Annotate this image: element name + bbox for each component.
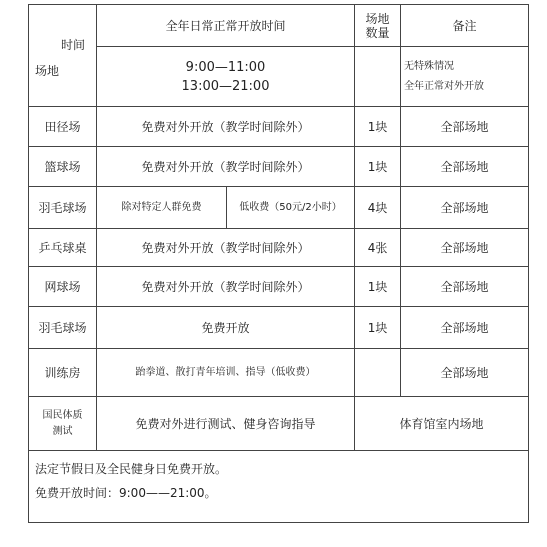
note-line1: 法定节假日及全民健身日免费开放。 [35, 462, 228, 476]
venue-remark: 全部场地 [401, 349, 529, 397]
venue-name: 网球场 [29, 267, 97, 307]
hours-remark-line1: 无特殊情况 [404, 60, 455, 72]
table-row [29, 397, 529, 451]
table-row [29, 187, 529, 229]
venue-remark: 全部场地 [401, 229, 529, 267]
opening-info: 免费对外开放（教学时间除外） [97, 267, 355, 307]
hours-remark-line2: 全年正常对外开放 [404, 80, 485, 92]
opening-info: 免费开放 [97, 307, 355, 349]
venue-count: 1块 [355, 107, 401, 147]
notes-row [29, 451, 529, 523]
venue-count: 1块 [355, 307, 401, 349]
opening-info: 免费对外进行测试、健身咨询指导 [97, 397, 355, 451]
table-row [29, 349, 529, 397]
venue-name: 国民体质测试 [29, 397, 97, 451]
table-row [29, 107, 529, 147]
venue-count: 1块 [355, 267, 401, 307]
remarks-header: 备注 [401, 5, 529, 47]
venue-remark: 全部场地 [401, 187, 529, 229]
opening-info: 跆拳道、散打青年培训、指导（低收费） [97, 349, 355, 397]
venue-name: 篮球场 [29, 147, 97, 187]
venue-count: 4张 [355, 229, 401, 267]
table-row [29, 147, 529, 187]
venue-name: 训练房 [29, 349, 97, 397]
morning-hours: 9:00—11:00 [185, 59, 266, 75]
afternoon-hours: 13:00—21:00 [181, 78, 270, 94]
venue-remark: 体育馆室内场地 [355, 397, 529, 451]
daily-hours-cell [97, 47, 355, 107]
opening-info: 免费对外开放（教学时间除外） [97, 147, 355, 187]
venue-schedule-table [28, 4, 529, 523]
venue-name: 羽毛球场 [29, 187, 97, 229]
table-row [29, 307, 529, 349]
opening-free-info: 除对特定人群免费 [97, 187, 227, 229]
table-header-row [29, 5, 529, 47]
venue-remark: 全部场地 [401, 307, 529, 349]
note-line2: 免费开放时间：9:00——21:00。 [35, 486, 217, 500]
opening-fee-info: 低收费（50元/2小时） [227, 187, 355, 229]
notes-cell [29, 451, 529, 523]
opening-time-header: 全年日常正常开放时间 [97, 5, 355, 47]
venue-count [355, 349, 401, 397]
table-row [29, 267, 529, 307]
venue-remark: 全部场地 [401, 107, 529, 147]
corner-header-cell [29, 5, 97, 107]
venue-remark: 全部场地 [401, 267, 529, 307]
venue-header-label: 场地 [35, 64, 60, 78]
venue-count-header: 场地 数量 [355, 5, 401, 47]
hours-count-cell [355, 47, 401, 107]
hours-remark-cell [401, 47, 529, 107]
venue-remark: 全部场地 [401, 147, 529, 187]
opening-info: 免费对外开放（教学时间除外） [97, 229, 355, 267]
table-row [29, 229, 529, 267]
venue-name: 田径场 [29, 107, 97, 147]
opening-info: 免费对外开放（教学时间除外） [97, 107, 355, 147]
venue-count: 4块 [355, 187, 401, 229]
hours-row [29, 47, 529, 107]
time-header-label: 时间 [61, 38, 86, 52]
venue-name: 羽毛球场 [29, 307, 97, 349]
venue-count: 1块 [355, 147, 401, 187]
venue-name: 乒乓球桌 [29, 229, 97, 267]
